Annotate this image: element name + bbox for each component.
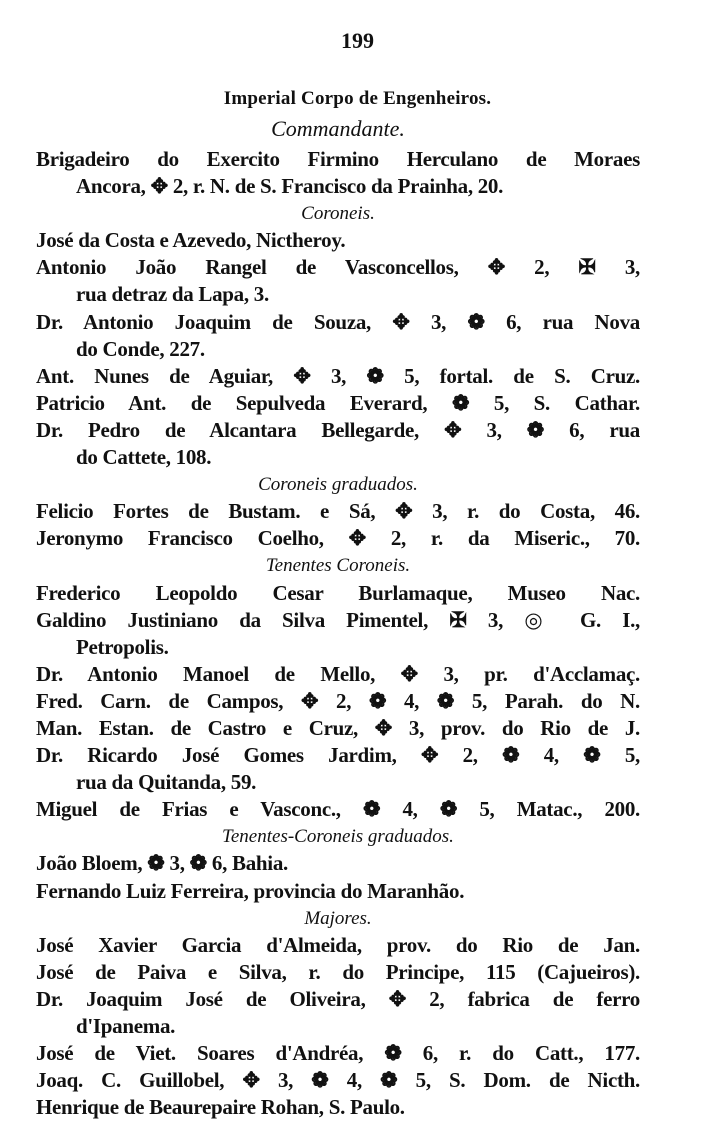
- entry-line: José da Costa e Azevedo, Nictheroy.: [36, 228, 346, 253]
- directory-entry: [36, 986, 640, 1040]
- entry-line: Henrique de Beaurepaire Rohan, S. Paulo.: [36, 1095, 405, 1120]
- entry-line: Dr. Pedro de Alcantara Bellegarde, ✥ 3, ❁ 6, rua: [36, 417, 640, 442]
- entry-line: Patricio Ant. de Sepulveda Everard, ❁ 5, S. Cathar.: [36, 390, 640, 415]
- section-heading: Majores.: [304, 907, 372, 929]
- entry-line: José de Viet. Soares d'Andréa, ❁ 6, r. do Catt., 177.: [36, 1041, 640, 1066]
- entry-line: Fred. Carn. de Campos, ✥ 2, ❁ 4, ❁ 5, Parah. do N.: [36, 688, 640, 713]
- directory-entry: [36, 742, 640, 796]
- directory-entry: [36, 498, 640, 525]
- directory-entry: [36, 146, 640, 200]
- entry-line: José Xavier Garcia d'Almeida, prov. do Rio de Jan.: [36, 932, 640, 957]
- entry-line: Dr. Joaquim José de Oliveira, ✥ 2, fabrica de ferro: [36, 986, 640, 1011]
- entry-continuation-line: rua da Quitanda, 59.: [76, 770, 257, 795]
- directory-entry: [36, 580, 640, 607]
- directory-entry: [36, 850, 640, 877]
- entry-line: Frederico Leopoldo Cesar Burlamaque, Museo Nac.: [36, 580, 640, 605]
- directory-entry: [36, 417, 640, 471]
- section-heading: Tenentes Coroneis.: [265, 555, 411, 577]
- entry-line: Dr. Ricardo José Gomes Jardim, ✥ 2, ❁ 4, ❁ 5,: [36, 743, 640, 768]
- entry-line: Joaq. C. Guillobel, ✥ 3, ❁ 4, ❁ 5, S. Dom. de Nicth.: [36, 1068, 640, 1093]
- section-heading: Tenentes-Coroneis graduados.: [222, 826, 454, 848]
- section-heading: Commandante.: [271, 116, 405, 141]
- directory-entry: [36, 932, 640, 959]
- entry-continuation-line: do Conde, 227.: [76, 336, 205, 361]
- entry-continuation-line: do Cattete, 108.: [76, 445, 212, 470]
- directory-entry: [36, 1067, 640, 1094]
- directory-entry: [36, 363, 640, 390]
- directory-listing: [36, 114, 640, 1121]
- entry-line: José de Paiva e Silva, r. do Principe, 115 (Cajueiros).: [36, 959, 640, 984]
- directory-entry: [36, 390, 640, 417]
- entry-line: Felicio Fortes de Bustam. e Sá, ✥ 3, r. do Costa, 46.: [36, 499, 640, 524]
- entry-line: Brigadeiro do Exercito Firmino Herculano de Moraes: [36, 147, 640, 171]
- entry-continuation-line: Petropolis.: [76, 634, 169, 659]
- directory-entry: [36, 715, 640, 742]
- entry-line: Ant. Nunes de Aguiar, ✥ 3, ❁ 5, fortal. de S. Cruz.: [36, 363, 640, 388]
- section-heading: Coroneis.: [301, 203, 375, 225]
- entry-line: Galdino Justiniano da Silva Pimentel, ✠ 3, ◎ G. I.,: [36, 607, 640, 632]
- section-heading: Coroneis graduados.: [258, 474, 418, 496]
- entry-line: Dr. Antonio Joaquim de Souza, ✥ 3, ❁ 6, rua Nova: [36, 309, 640, 334]
- directory-entry: [36, 607, 640, 661]
- directory-entry: [36, 1040, 640, 1067]
- entry-line: Fernando Luiz Ferreira, provincia do Maranhão.: [36, 878, 465, 903]
- entry-line: Miguel de Frias e Vasconc., ❁ 4, ❁ 5, Matac., 200.: [36, 797, 640, 822]
- directory-entry: [36, 796, 640, 823]
- directory-entry: [36, 309, 640, 363]
- directory-entry: [36, 227, 640, 254]
- entry-line: Dr. Antonio Manoel de Mello, ✥ 3, pr. d'Acclamaç.: [36, 661, 640, 686]
- entry-line: Antonio João Rangel de Vasconcellos, ✥ 2, ✠ 3,: [36, 255, 640, 280]
- entry-continuation-line: Ancora, ✥ 2, r. N. de S. Francisco da Prainha, 20.: [76, 174, 504, 199]
- entry-line: Jeronymo Francisco Coelho, ✥ 2, r. da Miseric., 70.: [36, 526, 640, 551]
- directory-entry: [36, 525, 640, 552]
- directory-entry: [36, 688, 640, 715]
- entry-line: Man. Estan. de Castro e Cruz, ✥ 3, prov. do Rio de J.: [36, 715, 640, 740]
- directory-entry: [36, 661, 640, 688]
- page-title: Imperial Corpo de Engenheiros.: [223, 88, 492, 109]
- page-number: 199: [341, 28, 374, 53]
- directory-entry: [36, 254, 640, 308]
- directory-entry: [36, 878, 640, 905]
- entry-continuation-line: rua detraz da Lapa, 3.: [76, 282, 269, 307]
- directory-entry: [36, 959, 640, 986]
- directory-entry: [36, 1094, 640, 1121]
- entry-line: João Bloem, ❁ 3, ❁ 6, Bahia.: [36, 851, 288, 876]
- entry-continuation-line: d'Ipanema.: [76, 1014, 176, 1038]
